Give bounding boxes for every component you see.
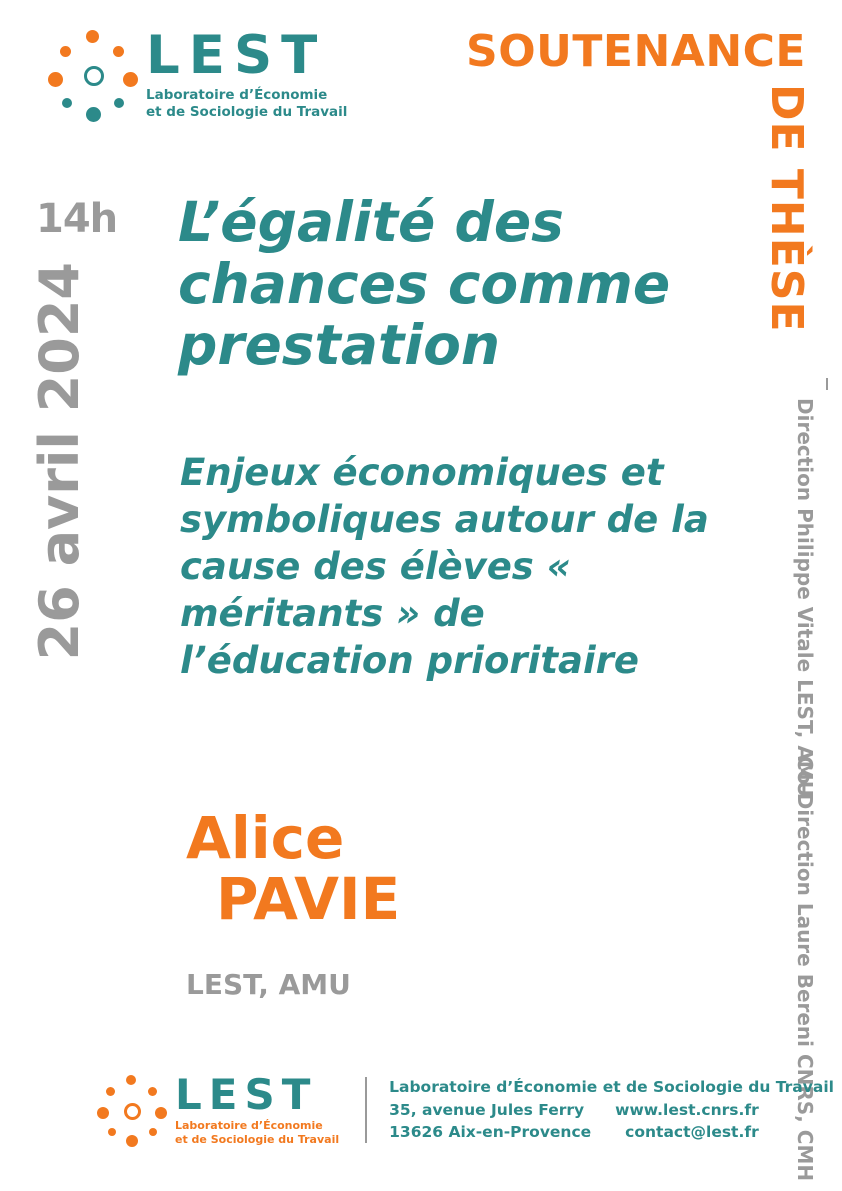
direction-role: Direction — [793, 398, 817, 502]
lest-logo-footer-subtitle-line2: et de Sociologie du Travail — [175, 1132, 340, 1146]
footer-email[interactable]: contact@lest.fr — [625, 1123, 759, 1142]
candidate-first-name: Alice — [186, 804, 345, 872]
lest-logo-footer-subtitle-line1: Laboratoire d’Économie — [175, 1118, 323, 1132]
event-date: 26 avril 2024 — [28, 262, 91, 661]
lest-logo-footer-subtitle — [175, 1119, 339, 1147]
footer-website[interactable]: www.lest.cnrs.fr — [615, 1100, 759, 1119]
lest-logo-footer — [95, 1069, 340, 1147]
lest-logo-subtitle — [146, 87, 347, 121]
footer-address-street: 35, avenue Jules Ferry — [389, 1100, 585, 1119]
lest-logo-mark-icon — [46, 28, 140, 122]
candidate-last-name: PAVIE — [216, 865, 401, 934]
thesis-title: L’égalité des chances comme prestation — [178, 190, 671, 378]
candidate-name — [186, 804, 401, 934]
event-type-line1: SOUTENANCE — [466, 26, 806, 77]
lest-logo-text — [146, 25, 348, 121]
lest-logo-footer-wordmark: LEST — [175, 1069, 318, 1119]
codirection-role: Co-Direction — [793, 756, 817, 896]
lest-logo-subtitle-line1: Laboratoire d’Économie — [146, 87, 328, 104]
direction-block — [789, 398, 820, 797]
footer-lab-name: Laboratoire d’Économie et de Sociologie du Travail — [389, 1078, 834, 1097]
candidate-affiliation: LEST, AMU — [186, 968, 351, 1001]
lest-logo-footer-text — [175, 1069, 340, 1147]
footer-address-city: 13626 Aix-en-Provence — [389, 1123, 592, 1142]
poster-footer — [0, 1055, 842, 1165]
direction-person: Philippe Vitale LEST, AMU — [793, 508, 817, 797]
event-time: 14h — [36, 196, 118, 242]
codirection-person: Laure Bereni CNRS, CMH — [793, 902, 817, 1182]
event-type-line2: DE THÈSE — [761, 84, 812, 333]
footer-divider — [365, 1077, 367, 1143]
lest-logo-subtitle-line2: et de Sociologie du Travail — [146, 104, 348, 120]
footer-address — [389, 1099, 591, 1144]
lest-logo-mark-footer-icon — [95, 1073, 169, 1147]
supervision-divider-top — [826, 378, 828, 390]
lest-logo-header — [46, 25, 348, 122]
footer-online — [615, 1099, 759, 1144]
thesis-subtitle: Enjeux économiques et symboliques autour de la cause des élèves « méritants » de l’éducation prioritaire — [180, 451, 709, 682]
lest-logo-wordmark: LEST — [146, 25, 327, 87]
footer-contact-block — [389, 1076, 834, 1143]
